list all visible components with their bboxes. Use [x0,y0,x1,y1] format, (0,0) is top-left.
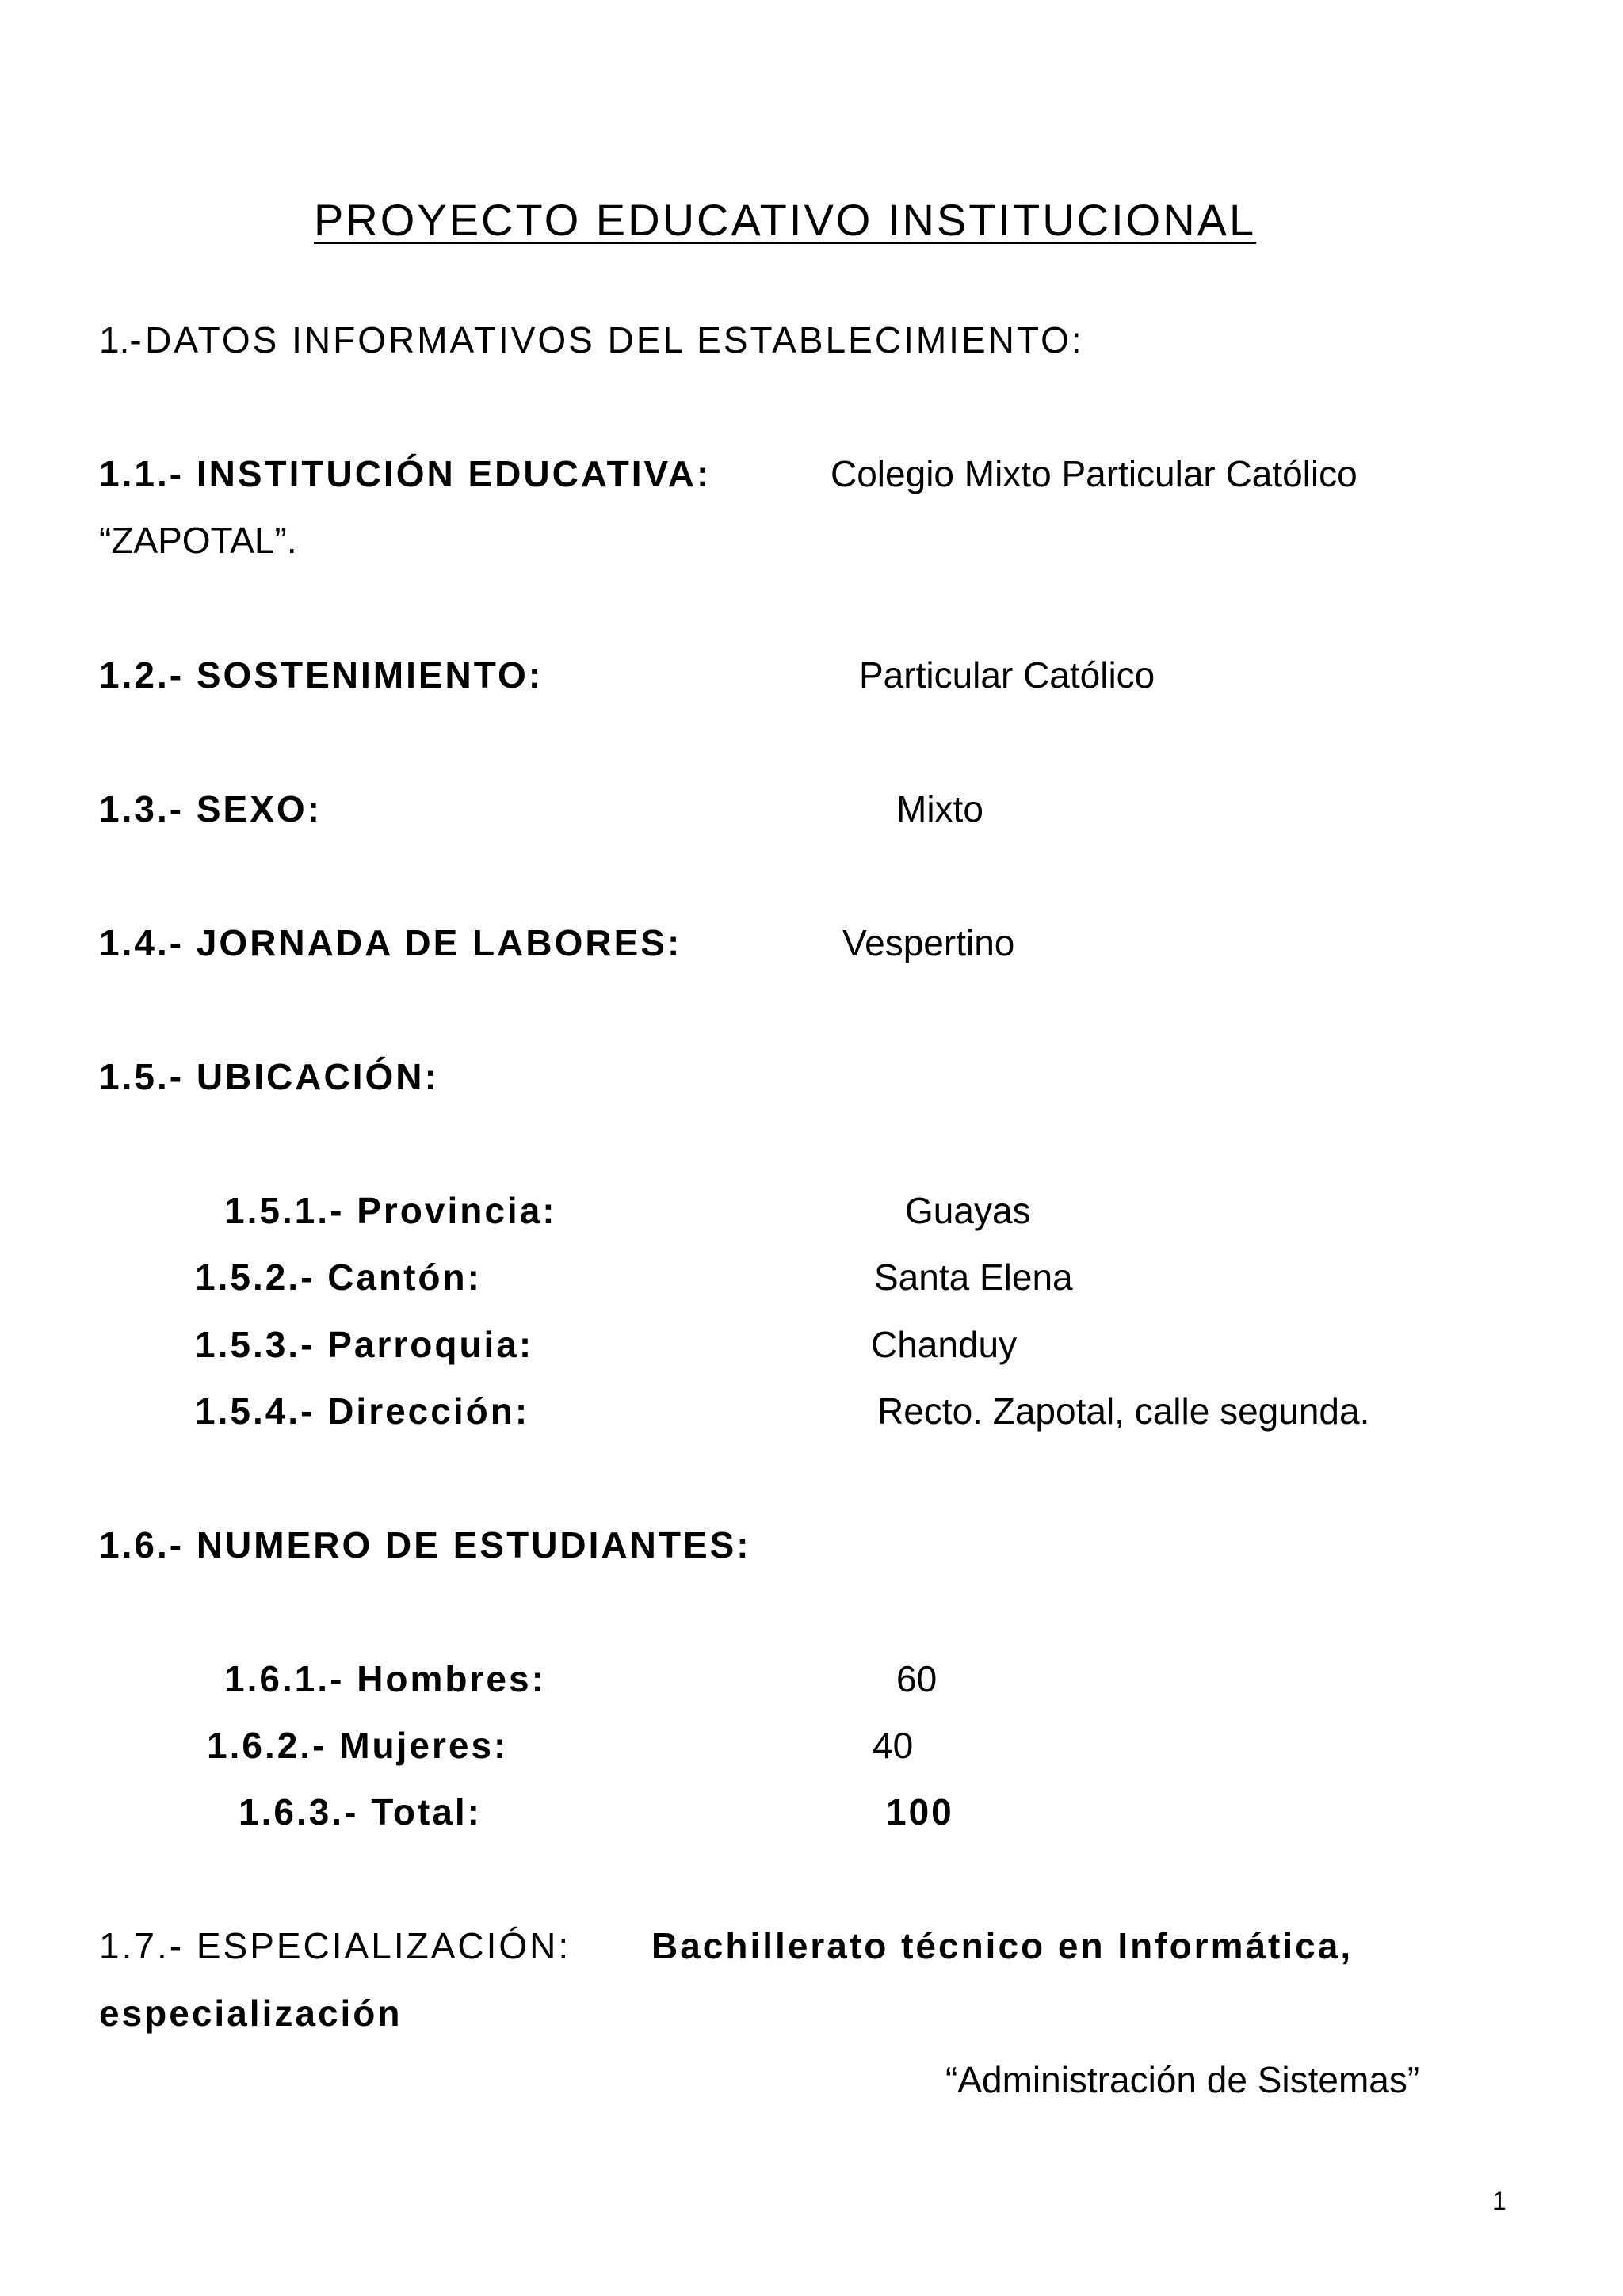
hombres-label: 1.6.1.- Hombres: [224,1658,546,1699]
mujeres-label: 1.6.2.- Mujeres: [207,1725,509,1766]
mujeres-value: 40 [873,1725,914,1766]
parroquia-value: Chanduy [871,1324,1018,1365]
canton-label: 1.5.2.- Cantón: [195,1257,482,1298]
total-label: 1.6.3.- Total: [239,1791,482,1833]
estudiantes-label: 1.6.- NUMERO DE ESTUDIANTES: [99,1524,751,1566]
direccion-value: Recto. Zapotal, calle segunda. [877,1390,1370,1432]
canton-value: Santa Elena [874,1257,1073,1298]
section-heading [99,319,1084,360]
especializacion-label: 1.7.- ESPECIALIZACIÓN: [99,1925,571,1966]
provincia-label: 1.5.1.- Provincia: [224,1190,557,1231]
direccion-label: 1.5.4.- Dirección: [195,1390,530,1432]
sexo-label: 1.3.- SEXO: [99,788,322,830]
institucion-value-cont: “ZAPOTAL”. [99,520,297,561]
ubicacion-label: 1.5.- UBICACIÓN: [99,1056,439,1097]
jornada-value: Vespertino [842,922,1015,963]
jornada-label: 1.4.- JORNADA DE LABORES: [99,922,682,963]
page-number: 1 [1492,2187,1507,2215]
especializacion-value: Bachillerato técnico en Informática, [651,1925,1354,1966]
especializacion-value-cont: especialización [99,1993,403,2034]
section-number: 1.- [99,319,142,360]
institucion-label: 1.1.- INSTITUCIÓN EDUCATIVA: [99,453,712,494]
sostenimiento-label: 1.2.- SOSTENIMIENTO: [99,654,544,696]
sexo-value: Mixto [896,788,983,830]
section-label: DATOS INFORMATIVOS DEL ESTABLECIMIENTO: [145,319,1084,360]
total-value: 100 [886,1791,954,1833]
document-title: PROYECTO EDUCATIVO INSTITUCIONAL [314,195,1257,245]
provincia-value: Guayas [905,1190,1031,1231]
sostenimiento-value: Particular Católico [859,654,1155,696]
institucion-value: Colegio Mixto Particular Católico [831,453,1358,494]
especializacion-value-sub: “Administración de Sistemas” [945,2059,1420,2100]
parroquia-label: 1.5.3.- Parroquia: [195,1324,534,1365]
hombres-value: 60 [896,1658,938,1699]
